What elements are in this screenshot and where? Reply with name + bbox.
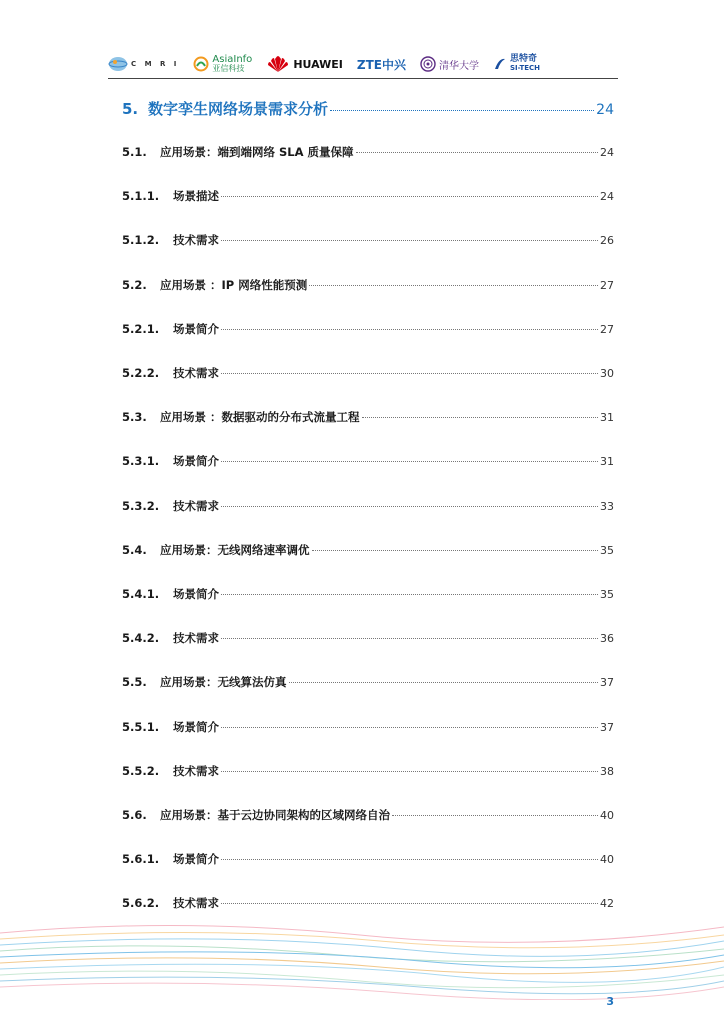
toc-entry-page: 40 <box>600 853 614 867</box>
toc-chapter-5[interactable] <box>122 98 614 119</box>
toc-entry-page: 36 <box>600 632 614 646</box>
toc-entry-page: 24 <box>600 190 614 204</box>
cmri-logo-text: C M R I <box>131 60 180 68</box>
toc-entry-title: 技术需求 <box>173 896 219 911</box>
cmri-globe-icon <box>108 56 128 72</box>
toc-entry-page: 35 <box>600 588 614 601</box>
asiainfo-logo-cn: 亚信科技 <box>212 64 245 73</box>
toc-entry-page: 37 <box>600 676 614 690</box>
toc-entry-page: 30 <box>600 367 614 380</box>
toc-entry-title: 应用场景：基于云边协同架构的区域网络自治 <box>160 808 390 822</box>
huawei-flower-icon <box>266 55 290 73</box>
toc-entry-number: 5.4. <box>122 542 147 557</box>
toc-leader <box>221 859 598 860</box>
toc-entry-page: 38 <box>600 764 614 778</box>
toc-entry[interactable] <box>122 498 614 514</box>
toc-leader <box>221 594 598 595</box>
zte-logo <box>357 56 406 73</box>
toc-leader <box>221 771 598 772</box>
toc-entry-page: 35 <box>600 543 614 557</box>
toc-entry-number: 5.4.1. <box>122 587 160 601</box>
asiainfo-logo <box>193 55 252 73</box>
sitech-logo-cn: 思特奇 <box>509 54 537 64</box>
toc-entry-page: 33 <box>600 499 614 513</box>
toc-entry[interactable] <box>122 851 614 867</box>
toc-entry-number: 5.3. <box>122 410 147 425</box>
toc-leader <box>221 196 598 197</box>
toc-entry[interactable] <box>122 144 614 160</box>
toc-entry[interactable] <box>122 365 614 381</box>
toc-entry-page: 26 <box>600 234 614 248</box>
toc-entry-title: 应用场景 ：IP 网络性能预测 <box>160 277 308 292</box>
toc-entry-number: 5.6. <box>122 808 147 822</box>
toc-leader <box>309 285 598 286</box>
toc-leader <box>362 417 598 418</box>
toc-entry-page: 24 <box>600 146 614 159</box>
toc-entry-number: 5.6.2. <box>122 896 160 911</box>
toc-entry-number: 5.3.1. <box>122 454 160 469</box>
toc-entry[interactable] <box>122 321 614 337</box>
toc-entry-title: 技术需求 <box>173 233 219 248</box>
toc-leader <box>221 240 598 241</box>
toc-entry-number: 5.1.1. <box>122 189 160 204</box>
sitech-mark-icon <box>493 56 507 72</box>
toc-entry-title: 应用场景：无线算法仿真 <box>160 675 287 690</box>
toc-entry[interactable] <box>122 188 614 204</box>
toc-leader <box>221 373 598 374</box>
toc-entry-number: 5.1. <box>122 145 147 159</box>
toc-entry-number: 5.3.2. <box>122 498 160 513</box>
toc-leader <box>221 506 598 507</box>
toc-leader <box>221 329 598 330</box>
toc-entry-page: 42 <box>600 897 614 911</box>
sitech-logo <box>493 55 540 73</box>
toc-chapter-page: 24 <box>596 102 614 118</box>
toc-entry-number: 5.1.2. <box>122 233 160 248</box>
sitech-logo-en: SI-TECH <box>509 64 541 72</box>
toc-entry-page: 27 <box>600 278 614 292</box>
toc-entry-number: 5.2.2. <box>122 366 160 380</box>
toc-leader <box>330 110 594 111</box>
toc-leader <box>221 727 598 728</box>
zte-logo-text: ZTE中兴 <box>356 57 406 72</box>
toc-entry-number: 5.5.1. <box>122 719 160 734</box>
toc-entry-title: 场景简介 <box>173 321 219 336</box>
toc-entry-page: 27 <box>600 322 614 336</box>
toc-entry[interactable] <box>122 586 614 602</box>
footer-wave-decoration <box>0 905 724 1000</box>
toc-leader <box>289 682 599 683</box>
toc-entry[interactable] <box>122 674 614 690</box>
page-number: 3 <box>606 995 614 1008</box>
toc-leader <box>356 152 598 153</box>
toc-leader <box>312 550 599 551</box>
tsinghua-logo-text: 清华大学 <box>438 60 479 72</box>
huawei-logo-text: HUAWEI <box>293 57 343 71</box>
header-logos <box>108 46 618 82</box>
toc-entry-number: 5.5.2. <box>122 763 160 778</box>
toc-entry-title: 场景简介 <box>173 454 219 469</box>
cmri-logo <box>108 56 179 72</box>
toc-entry-title: 应用场景：端到端网络 SLA 质量保障 <box>160 145 354 159</box>
toc-leader <box>221 638 598 639</box>
toc-leader <box>221 461 598 462</box>
toc-entry[interactable] <box>122 763 614 779</box>
toc-entry-page: 31 <box>600 455 614 469</box>
toc-entry-page: 31 <box>600 411 614 425</box>
toc-entry-page: 37 <box>600 720 614 734</box>
toc-chapter-title: 数字孪生网络场景需求分析 <box>148 100 329 118</box>
toc-entry-title: 技术需求 <box>173 631 219 646</box>
toc-entry-number: 5.4.2. <box>122 631 160 646</box>
asiainfo-swirl-icon <box>193 56 209 72</box>
toc-entry-number: 5.6.1. <box>122 852 160 867</box>
toc-entry-number: 5.2. <box>122 277 147 292</box>
toc-chapter-number: 5. <box>122 100 139 118</box>
toc-entry[interactable] <box>122 542 614 558</box>
toc-entry-number: 5.5. <box>122 675 147 690</box>
toc-entry-title: 技术需求 <box>173 366 219 380</box>
toc-entry[interactable] <box>122 277 614 293</box>
huawei-logo <box>266 55 343 73</box>
toc-entry[interactable] <box>122 409 614 425</box>
toc-entry-page: 40 <box>600 809 614 822</box>
tsinghua-seal-icon <box>420 56 436 72</box>
toc-entry-title: 技术需求 <box>173 498 219 513</box>
toc-entry[interactable] <box>122 719 614 735</box>
toc-entry-title: 应用场景 ：数据驱动的分布式流量工程 <box>160 410 360 425</box>
toc-entry-title: 场景简介 <box>173 587 219 601</box>
toc-entry-title: 应用场景：无线网络速率调优 <box>160 542 310 557</box>
asiainfo-logo-en: AsiaInfo <box>212 54 253 65</box>
toc-entry-title: 场景简介 <box>173 852 219 867</box>
toc-entry[interactable] <box>122 232 614 248</box>
toc-entry-title: 场景简介 <box>173 719 219 734</box>
toc-entry[interactable] <box>122 807 614 823</box>
toc-leader <box>392 815 598 816</box>
header-divider <box>108 78 618 79</box>
toc-entry-title: 技术需求 <box>173 763 219 778</box>
toc-entry[interactable] <box>122 453 614 469</box>
toc-entry-number: 5.2.1. <box>122 321 160 336</box>
toc-entry[interactable] <box>122 630 614 646</box>
toc-entry-title: 场景描述 <box>173 189 219 204</box>
tsinghua-logo <box>420 56 479 72</box>
